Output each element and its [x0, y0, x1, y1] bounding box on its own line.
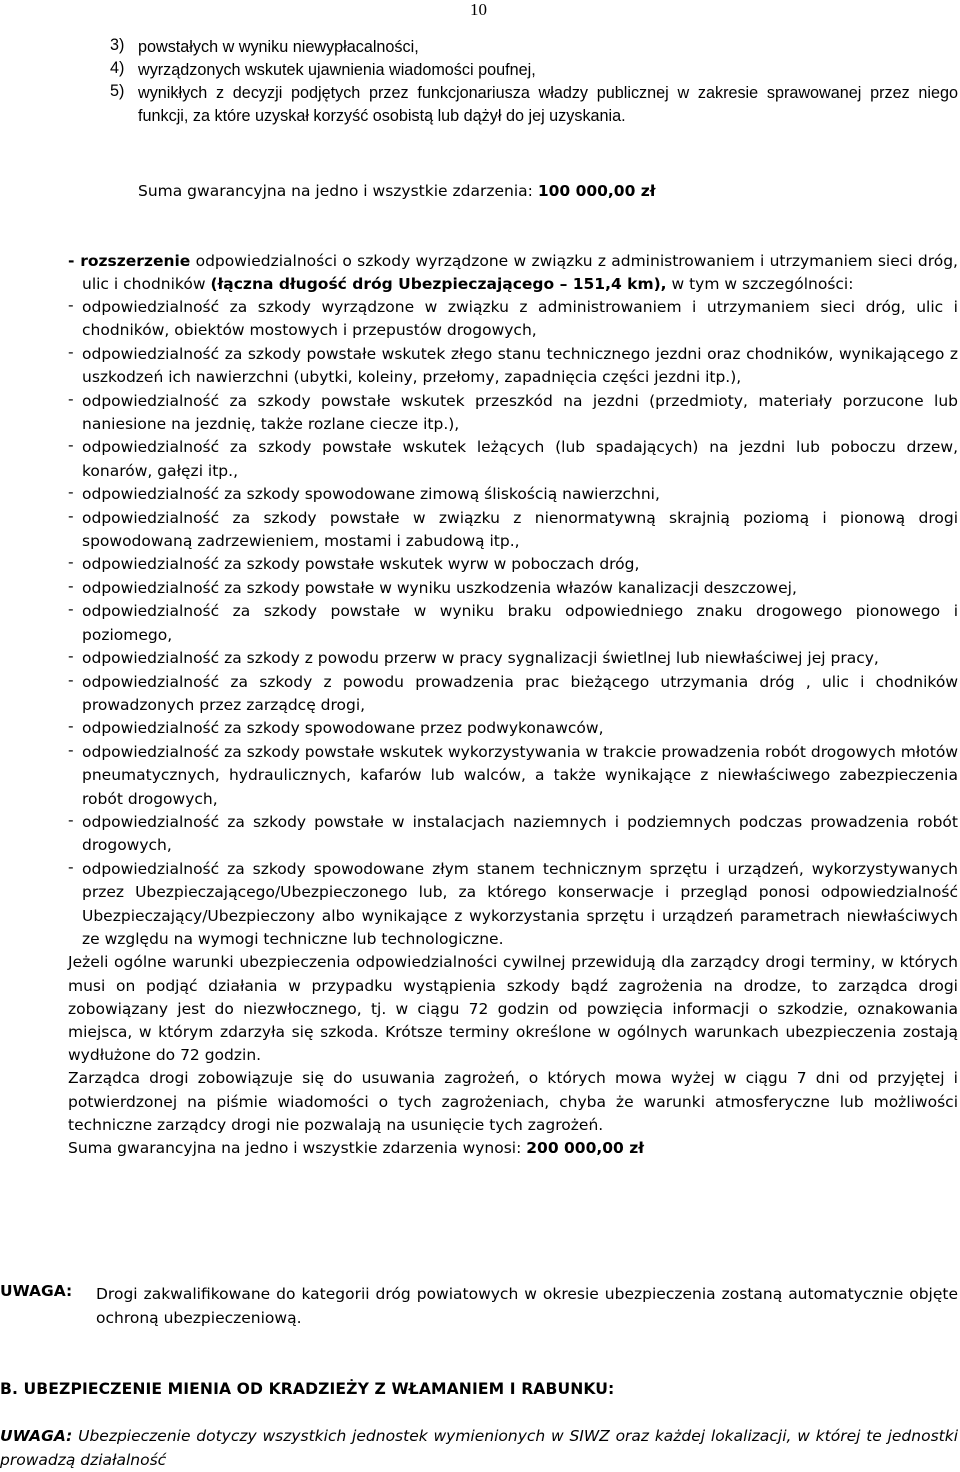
- list-item: [68, 647, 958, 670]
- list-item: [68, 507, 958, 554]
- extension-lead-bold: rozszerzenie: [80, 252, 191, 270]
- list-item: [110, 82, 958, 128]
- list-dash: -: [68, 576, 74, 595]
- list-item-text: wynikłych z decyzji podjętych przez funkcjonariusza władzy publicznej w zakresie sprawowanej przez niego funkcji, za które uzyskał korzyść osobistą lub dążył do jej uzyskania.: [138, 84, 958, 125]
- note-label: UWAGA:: [0, 1282, 73, 1300]
- list-item-text: odpowiedzialność za szkody spowodowane zimową śliskością nawierzchni,: [82, 485, 660, 504]
- extension-road-length: (łączna długość dróg Ubezpieczającego – 151,4 km),: [210, 275, 667, 293]
- extension-intro: [68, 250, 958, 296]
- list-item-text: wyrządzonych wskutek ujawnienia wiadomości poufnej,: [138, 61, 536, 79]
- list-item: [68, 343, 958, 390]
- list-item-text: odpowiedzialność za szkody spowodowane złym stanem technicznym sprzętu i urządzeń, wykorzystywanych przez Ubezpieczającego/Ubezpieczonego lub, za którego konserwacje i przegląd ponosi odpowiedzialność Ubezpieczający/Ubezpieczony albo wynikające z wykorzystania sprzętu i urządzeń parametrach niewłaściwych ze względu na wymogi techniczne lub technologiczne.: [82, 859, 958, 948]
- note-label-2: UWAGA:: [0, 1427, 73, 1445]
- list-item: [68, 553, 958, 576]
- sum-insured-value: 100 000,00 zł: [537, 182, 656, 200]
- list-dash: -: [68, 647, 74, 666]
- list-item: [68, 483, 958, 506]
- list-dash: -: [68, 389, 74, 408]
- list-item: [68, 296, 958, 343]
- list-item: [68, 717, 958, 740]
- sum-insured-line: [138, 182, 958, 200]
- list-item: [68, 811, 958, 858]
- list-dash: -: [68, 717, 74, 736]
- list-item: [68, 741, 958, 811]
- list-item: [68, 390, 958, 437]
- list-dash: -: [68, 553, 74, 572]
- list-item-text: odpowiedzialność za szkody powstałe w wyniku braku odpowiedniego znaku drogowego pionowego i poziomego,: [82, 602, 958, 644]
- list-item: [68, 600, 958, 647]
- list-item-text: odpowiedzialność za szkody wyrządzone w związku z administrowaniem i utrzymaniem sieci dróg, ulic i chodników, obiektów mostowych i przepustów drogowych,: [82, 298, 958, 340]
- list-dash: -: [68, 506, 74, 525]
- list-item-number: 3): [110, 36, 125, 54]
- list-item-text: odpowiedzialność za szkody spowodowane przez podwykonawców,: [82, 719, 604, 738]
- extension-dash: -: [68, 252, 81, 270]
- hazard-removal-paragraph: Zarządca drogi zobowiązuje się do usuwania zagrożeń, o których mowa wyżej w ciągu 7 dni od przyjętej i potwierdzonej na piśmie wiadomości o tych zagrożeniach, chyba że warunki atmosferyczne lub możliwości techniczne zarządcy drogi nie pozwalają na usunięcie tych zagrożeń.: [68, 1069, 958, 1134]
- list-item: [68, 671, 958, 718]
- sum-insured-value-2: 200 000,00 zł: [526, 1139, 644, 1157]
- list-dash: -: [68, 740, 74, 759]
- list-dash: -: [68, 857, 74, 876]
- list-dash: -: [68, 436, 74, 455]
- sum-insured-label-2: Suma gwarancyjna na jedno i wszystkie zdarzenia wynosi:: [68, 1139, 527, 1157]
- list-item: [68, 577, 958, 600]
- liability-extension: [68, 250, 958, 1160]
- list-item-text: odpowiedzialność za szkody powstałe wskutek wyrw w poboczach dróg,: [82, 555, 640, 574]
- note-block: [0, 1282, 958, 1330]
- list-item: [68, 858, 958, 952]
- note-text: Drogi zakwalifikowane do kategorii dróg powiatowych w okresie ubezpieczenia zostaną automatycznie objęte ochroną ubezpieczeniową.: [96, 1285, 958, 1327]
- list-dash: -: [68, 810, 74, 829]
- list-dash: -: [68, 483, 74, 502]
- note-block-2: [0, 1424, 958, 1472]
- list-item-number: 4): [110, 59, 125, 77]
- list-item-text: odpowiedzialność za szkody z powodu przerw w pracy sygnalizacji świetlnej lub niewłaściwej jej pracy,: [82, 649, 879, 668]
- list-item-number: 5): [110, 82, 125, 100]
- page-number: 10: [470, 0, 487, 19]
- sum-insured-line-2: [68, 1137, 958, 1160]
- list-dash: -: [68, 670, 74, 689]
- list-item: [68, 436, 958, 483]
- list-item-text: odpowiedzialność za szkody powstałe wskutek przeszkód na jezdni (przedmioty, materiały porzucone lub naniesione na jezdnię, także rozlane ciecze itp.),: [82, 391, 958, 434]
- extension-lead-text: odpowiedzialności o szkody wyrządzone w związku z administrowaniem i utrzymaniem sieci dróg, ulic i chodników: [82, 252, 958, 293]
- list-dash: -: [68, 296, 74, 314]
- list-item-text: odpowiedzialność za szkody z powodu prowadzenia prac bieżącego utrzymania dróg , ulic i chodników prowadzonych przez zarządcę drogi,: [82, 672, 958, 714]
- list-item-text: odpowiedzialność za szkody powstałe wskutek złego stanu technicznego jezdni oraz chodników, wynikającego z uszkodzeń ich nawierzchni (ubytki, koleiny, przełomy, zapadnięcia części jezdni itp.),: [82, 344, 958, 387]
- list-item-text: odpowiedzialność za szkody powstałe w wyniku uszkodzenia włazów kanalizacji deszczowej,: [82, 578, 797, 597]
- list-dash: -: [68, 600, 74, 619]
- section-b-heading: B. UBEZPIECZENIE MIENIA OD KRADZIEŻY Z WŁAMANIEM I RABUNKU:: [0, 1380, 615, 1398]
- list-item-text: powstałych w wyniku niewypłacalności,: [138, 38, 419, 56]
- extension-items: [68, 296, 958, 951]
- list-dash: -: [68, 342, 74, 361]
- list-item-text: odpowiedzialność za szkody powstałe w związku z nienormatywną skrajnią poziomą i pionową drogi spowodowaną zadrzewieniem, mostami i zabudową itp.,: [82, 508, 958, 551]
- list-item: [110, 59, 958, 82]
- list-item-text: odpowiedzialność za szkody powstałe w instalacjach naziemnych i podziemnych podczas prowadzenia robót drogowych,: [82, 812, 958, 855]
- list-item-text: odpowiedzialność za szkody powstałe wskutek leżących (lub spadających) na jezdni lub poboczu drzew, konarów, gałęzi itp.,: [82, 438, 958, 480]
- notification-terms-paragraph: Jeżeli ogólne warunki ubezpieczenia odpowiedzialności cywilnej przewidują dla zarządcy drogi terminy, w których musi on podjąć działania w przypadku wystąpienia szkody bądź zagrożenia na drodze, to zarządca drogi zobowiązany jest do niezwłocznego, tj. w ciągu 72 godzin od powzięcia informacji o szkodzie, oznakowania miejsca, w którym zdarzyła się szkoda. Krótsze terminy określone w ogólnych warunkach ubezpieczenia zostają wydłużone do 72 godzin.: [68, 953, 958, 1065]
- extension-lead-text-2: w tym w szczególności:: [666, 275, 854, 293]
- list-item: [110, 36, 958, 59]
- sum-insured-label: Suma gwarancyjna na jedno i wszystkie zdarzenia:: [138, 182, 538, 200]
- exclusions-list: [110, 36, 958, 128]
- note-text-2: Ubezpieczenie dotyczy wszystkich jednostek wymienionych w SIWZ oraz każdej lokalizacji, w której te jednostki prowadzą działalność: [0, 1427, 958, 1469]
- list-item-text: odpowiedzialność za szkody powstałe wskutek wykorzystywania w trakcie prowadzenia robót drogowych młotów pneumatycznych, hydraulicznych, kafarów lub walców, a także wynikające z niewłaściwego zabezpieczenia robót drogowych,: [82, 742, 958, 808]
